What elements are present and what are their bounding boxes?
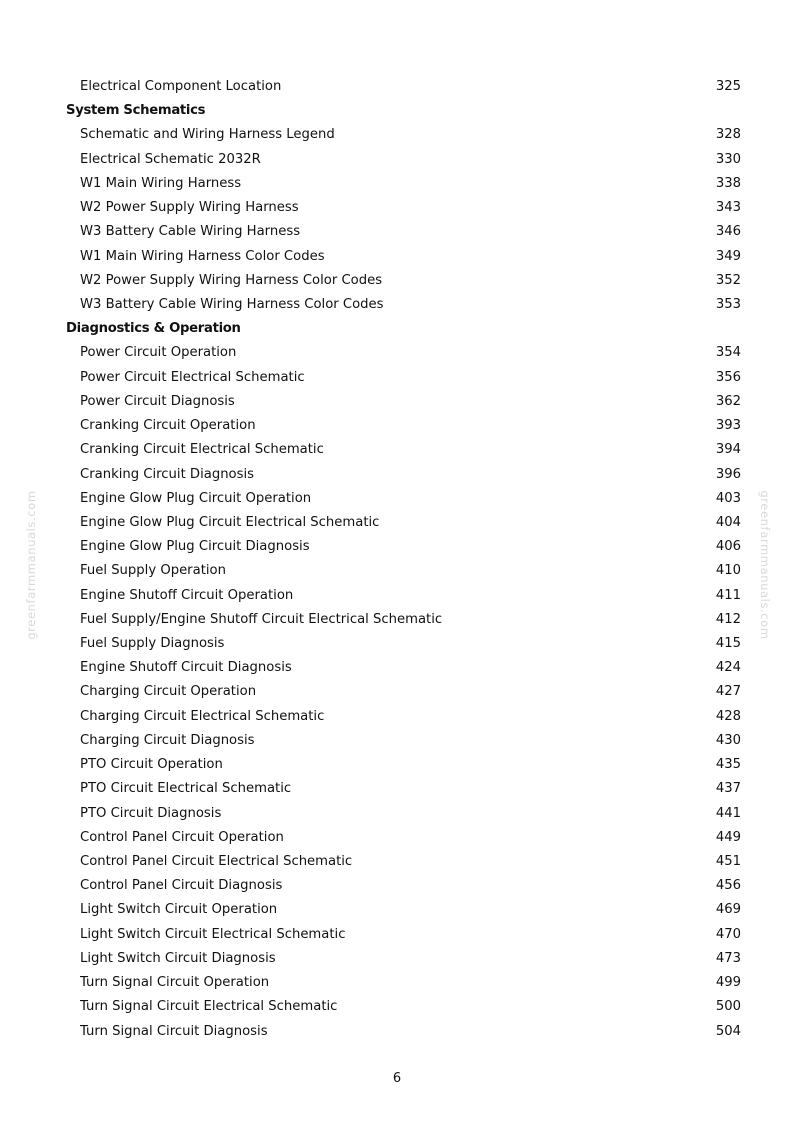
toc-entry-page: 346 xyxy=(715,224,741,240)
toc-entry[interactable] xyxy=(0,220,794,244)
toc-entry-page: 406 xyxy=(715,539,741,555)
toc-entry[interactable] xyxy=(0,535,794,559)
toc-entry[interactable] xyxy=(0,438,794,462)
watermark-right: greenfarmmanuals.com xyxy=(758,490,772,640)
toc-entry-title: Light Switch Circuit Operation xyxy=(80,902,278,918)
toc-entry-page: 353 xyxy=(715,296,741,312)
toc-entry[interactable] xyxy=(0,729,794,753)
toc-entry-title: Light Switch Circuit Diagnosis xyxy=(80,950,276,966)
table-of-contents xyxy=(0,75,794,1044)
toc-entry[interactable] xyxy=(0,341,794,365)
toc-entry-page: 325 xyxy=(715,79,741,94)
toc-entry-page: 396 xyxy=(715,466,741,482)
toc-entry-page: 362 xyxy=(715,393,741,409)
toc-entry[interactable] xyxy=(0,584,794,608)
toc-entry-page: 441 xyxy=(715,805,741,821)
toc-entry-page: 404 xyxy=(715,514,741,530)
toc-entry-title: PTO Circuit Diagnosis xyxy=(80,805,222,821)
toc-section-heading[interactable] xyxy=(0,99,794,123)
toc-entry[interactable] xyxy=(0,777,794,801)
toc-entry-page: 469 xyxy=(715,902,741,918)
toc-entry-title: Charging Circuit Electrical Schematic xyxy=(80,708,325,724)
toc-entry-title: Power Circuit Diagnosis xyxy=(80,393,235,409)
toc-entry-title: Control Panel Circuit Diagnosis xyxy=(80,878,283,894)
toc-entry-page: 354 xyxy=(715,345,741,361)
page-number: 6 xyxy=(392,1071,402,1086)
toc-entry[interactable] xyxy=(0,705,794,729)
toc-entry[interactable] xyxy=(0,123,794,147)
toc-entry-page: 470 xyxy=(715,926,741,942)
toc-entry[interactable] xyxy=(0,874,794,898)
toc-entry-page: 393 xyxy=(715,418,741,434)
toc-entry-title: Charging Circuit Operation xyxy=(80,684,257,700)
toc-entry-title: Turn Signal Circuit Diagnosis xyxy=(80,1023,268,1039)
toc-entry-title: Control Panel Circuit Operation xyxy=(80,829,284,845)
watermark-left: greenfarmmanuals.com xyxy=(24,490,38,640)
toc-entry-title: PTO Circuit Electrical Schematic xyxy=(80,781,292,797)
toc-section-heading[interactable] xyxy=(0,317,794,341)
toc-entry-title: Engine Shutoff Circuit Operation xyxy=(80,587,294,603)
toc-entry-title: PTO Circuit Operation xyxy=(80,757,223,773)
toc-entry[interactable] xyxy=(0,656,794,680)
toc-entry[interactable] xyxy=(0,293,794,317)
toc-entry[interactable] xyxy=(0,511,794,535)
toc-entry-title: W3 Battery Cable Wiring Harness xyxy=(80,224,301,240)
toc-entry[interactable] xyxy=(0,414,794,438)
toc-entry-title: Fuel Supply Operation xyxy=(80,563,226,579)
toc-entry[interactable] xyxy=(0,390,794,414)
toc-entry[interactable] xyxy=(0,172,794,196)
toc-entry-page: 352 xyxy=(715,272,741,288)
toc-entry-page: 343 xyxy=(715,200,741,216)
toc-entry[interactable] xyxy=(0,559,794,583)
toc-entry-title: Light Switch Circuit Electrical Schematic xyxy=(80,926,346,942)
toc-entry-page: 499 xyxy=(715,975,741,991)
toc-entry-title: Engine Glow Plug Circuit Diagnosis xyxy=(80,539,310,555)
toc-entry-title: Electrical Component Location xyxy=(80,79,282,94)
toc-entry-title: Fuel Supply Diagnosis xyxy=(80,636,225,652)
toc-entry-page: 437 xyxy=(715,781,741,797)
toc-entry-page: 428 xyxy=(715,708,741,724)
toc-entry-title: Cranking Circuit Operation xyxy=(80,418,256,434)
toc-entry-page: 473 xyxy=(715,950,741,966)
toc-entry-title: Power Circuit Operation xyxy=(80,345,237,361)
toc-entry-page: 403 xyxy=(715,490,741,506)
toc-entry-title: Engine Glow Plug Circuit Operation xyxy=(80,490,312,506)
toc-entry[interactable] xyxy=(0,826,794,850)
toc-entry-title: W1 Main Wiring Harness xyxy=(80,175,242,191)
toc-entry-page: 430 xyxy=(715,732,741,748)
toc-entry-title: Schematic and Wiring Harness Legend xyxy=(80,127,335,143)
toc-entry[interactable] xyxy=(0,148,794,172)
toc-section-title: Diagnostics & Operation xyxy=(66,321,241,337)
toc-section-title: System Schematics xyxy=(66,103,206,119)
toc-entry-title: Turn Signal Circuit Operation xyxy=(80,975,270,991)
toc-entry[interactable] xyxy=(0,269,794,293)
toc-entry-title: Power Circuit Electrical Schematic xyxy=(80,369,305,385)
toc-entry-page: 435 xyxy=(715,757,741,773)
toc-entry[interactable] xyxy=(0,366,794,390)
toc-entry[interactable] xyxy=(0,463,794,487)
toc-entry[interactable] xyxy=(0,995,794,1019)
toc-entry[interactable] xyxy=(0,947,794,971)
toc-entry[interactable] xyxy=(0,850,794,874)
toc-entry[interactable] xyxy=(0,753,794,777)
toc-entry-page: 500 xyxy=(715,999,741,1015)
toc-entry[interactable] xyxy=(0,898,794,922)
toc-entry-page: 410 xyxy=(715,563,741,579)
toc-entry[interactable] xyxy=(0,196,794,220)
toc-entry[interactable] xyxy=(0,608,794,632)
toc-entry-title: W1 Main Wiring Harness Color Codes xyxy=(80,248,325,264)
toc-entry[interactable] xyxy=(0,971,794,995)
toc-entry-title: W2 Power Supply Wiring Harness Color Codes xyxy=(80,272,383,288)
toc-entry[interactable] xyxy=(0,75,794,99)
toc-entry-page: 412 xyxy=(715,611,741,627)
toc-entry-title: Cranking Circuit Electrical Schematic xyxy=(80,442,324,458)
toc-entry-title: W3 Battery Cable Wiring Harness Color Codes xyxy=(80,296,384,312)
toc-entry-title: Charging Circuit Diagnosis xyxy=(80,732,255,748)
toc-entry-page: 338 xyxy=(715,175,741,191)
toc-entry-page: 349 xyxy=(715,248,741,264)
toc-entry[interactable] xyxy=(0,632,794,656)
toc-entry-page: 451 xyxy=(715,854,741,869)
toc-entry-title: Fuel Supply/Engine Shutoff Circuit Electrical Schematic xyxy=(80,611,443,627)
toc-entry-page: 394 xyxy=(715,442,741,458)
toc-entry-title: W2 Power Supply Wiring Harness xyxy=(80,200,299,216)
toc-entry-page: 330 xyxy=(715,151,741,167)
toc-entry-page: 328 xyxy=(715,127,741,143)
toc-entry-page: 356 xyxy=(715,369,741,385)
toc-entry[interactable] xyxy=(0,1020,794,1044)
toc-entry[interactable] xyxy=(0,923,794,947)
toc-entry-page: 449 xyxy=(715,829,741,845)
toc-entry-title: Electrical Schematic 2032R xyxy=(80,151,261,167)
toc-entry-title: Control Panel Circuit Electrical Schematic xyxy=(80,854,353,869)
toc-entry-page: 424 xyxy=(715,660,741,676)
toc-entry[interactable] xyxy=(0,680,794,704)
toc-entry-title: Engine Shutoff Circuit Diagnosis xyxy=(80,660,292,676)
toc-entry-title: Cranking Circuit Diagnosis xyxy=(80,466,255,482)
toc-entry-title: Engine Glow Plug Circuit Electrical Schematic xyxy=(80,514,380,530)
toc-entry-page: 456 xyxy=(715,878,741,894)
toc-entry[interactable] xyxy=(0,245,794,269)
toc-entry-page: 504 xyxy=(715,1023,741,1039)
toc-entry-page: 411 xyxy=(715,587,741,603)
toc-entry-page: 427 xyxy=(715,684,741,700)
toc-entry[interactable] xyxy=(0,802,794,826)
toc-entry[interactable] xyxy=(0,487,794,511)
toc-entry-page: 415 xyxy=(715,636,741,652)
toc-entry-title: Turn Signal Circuit Electrical Schematic xyxy=(80,999,338,1015)
